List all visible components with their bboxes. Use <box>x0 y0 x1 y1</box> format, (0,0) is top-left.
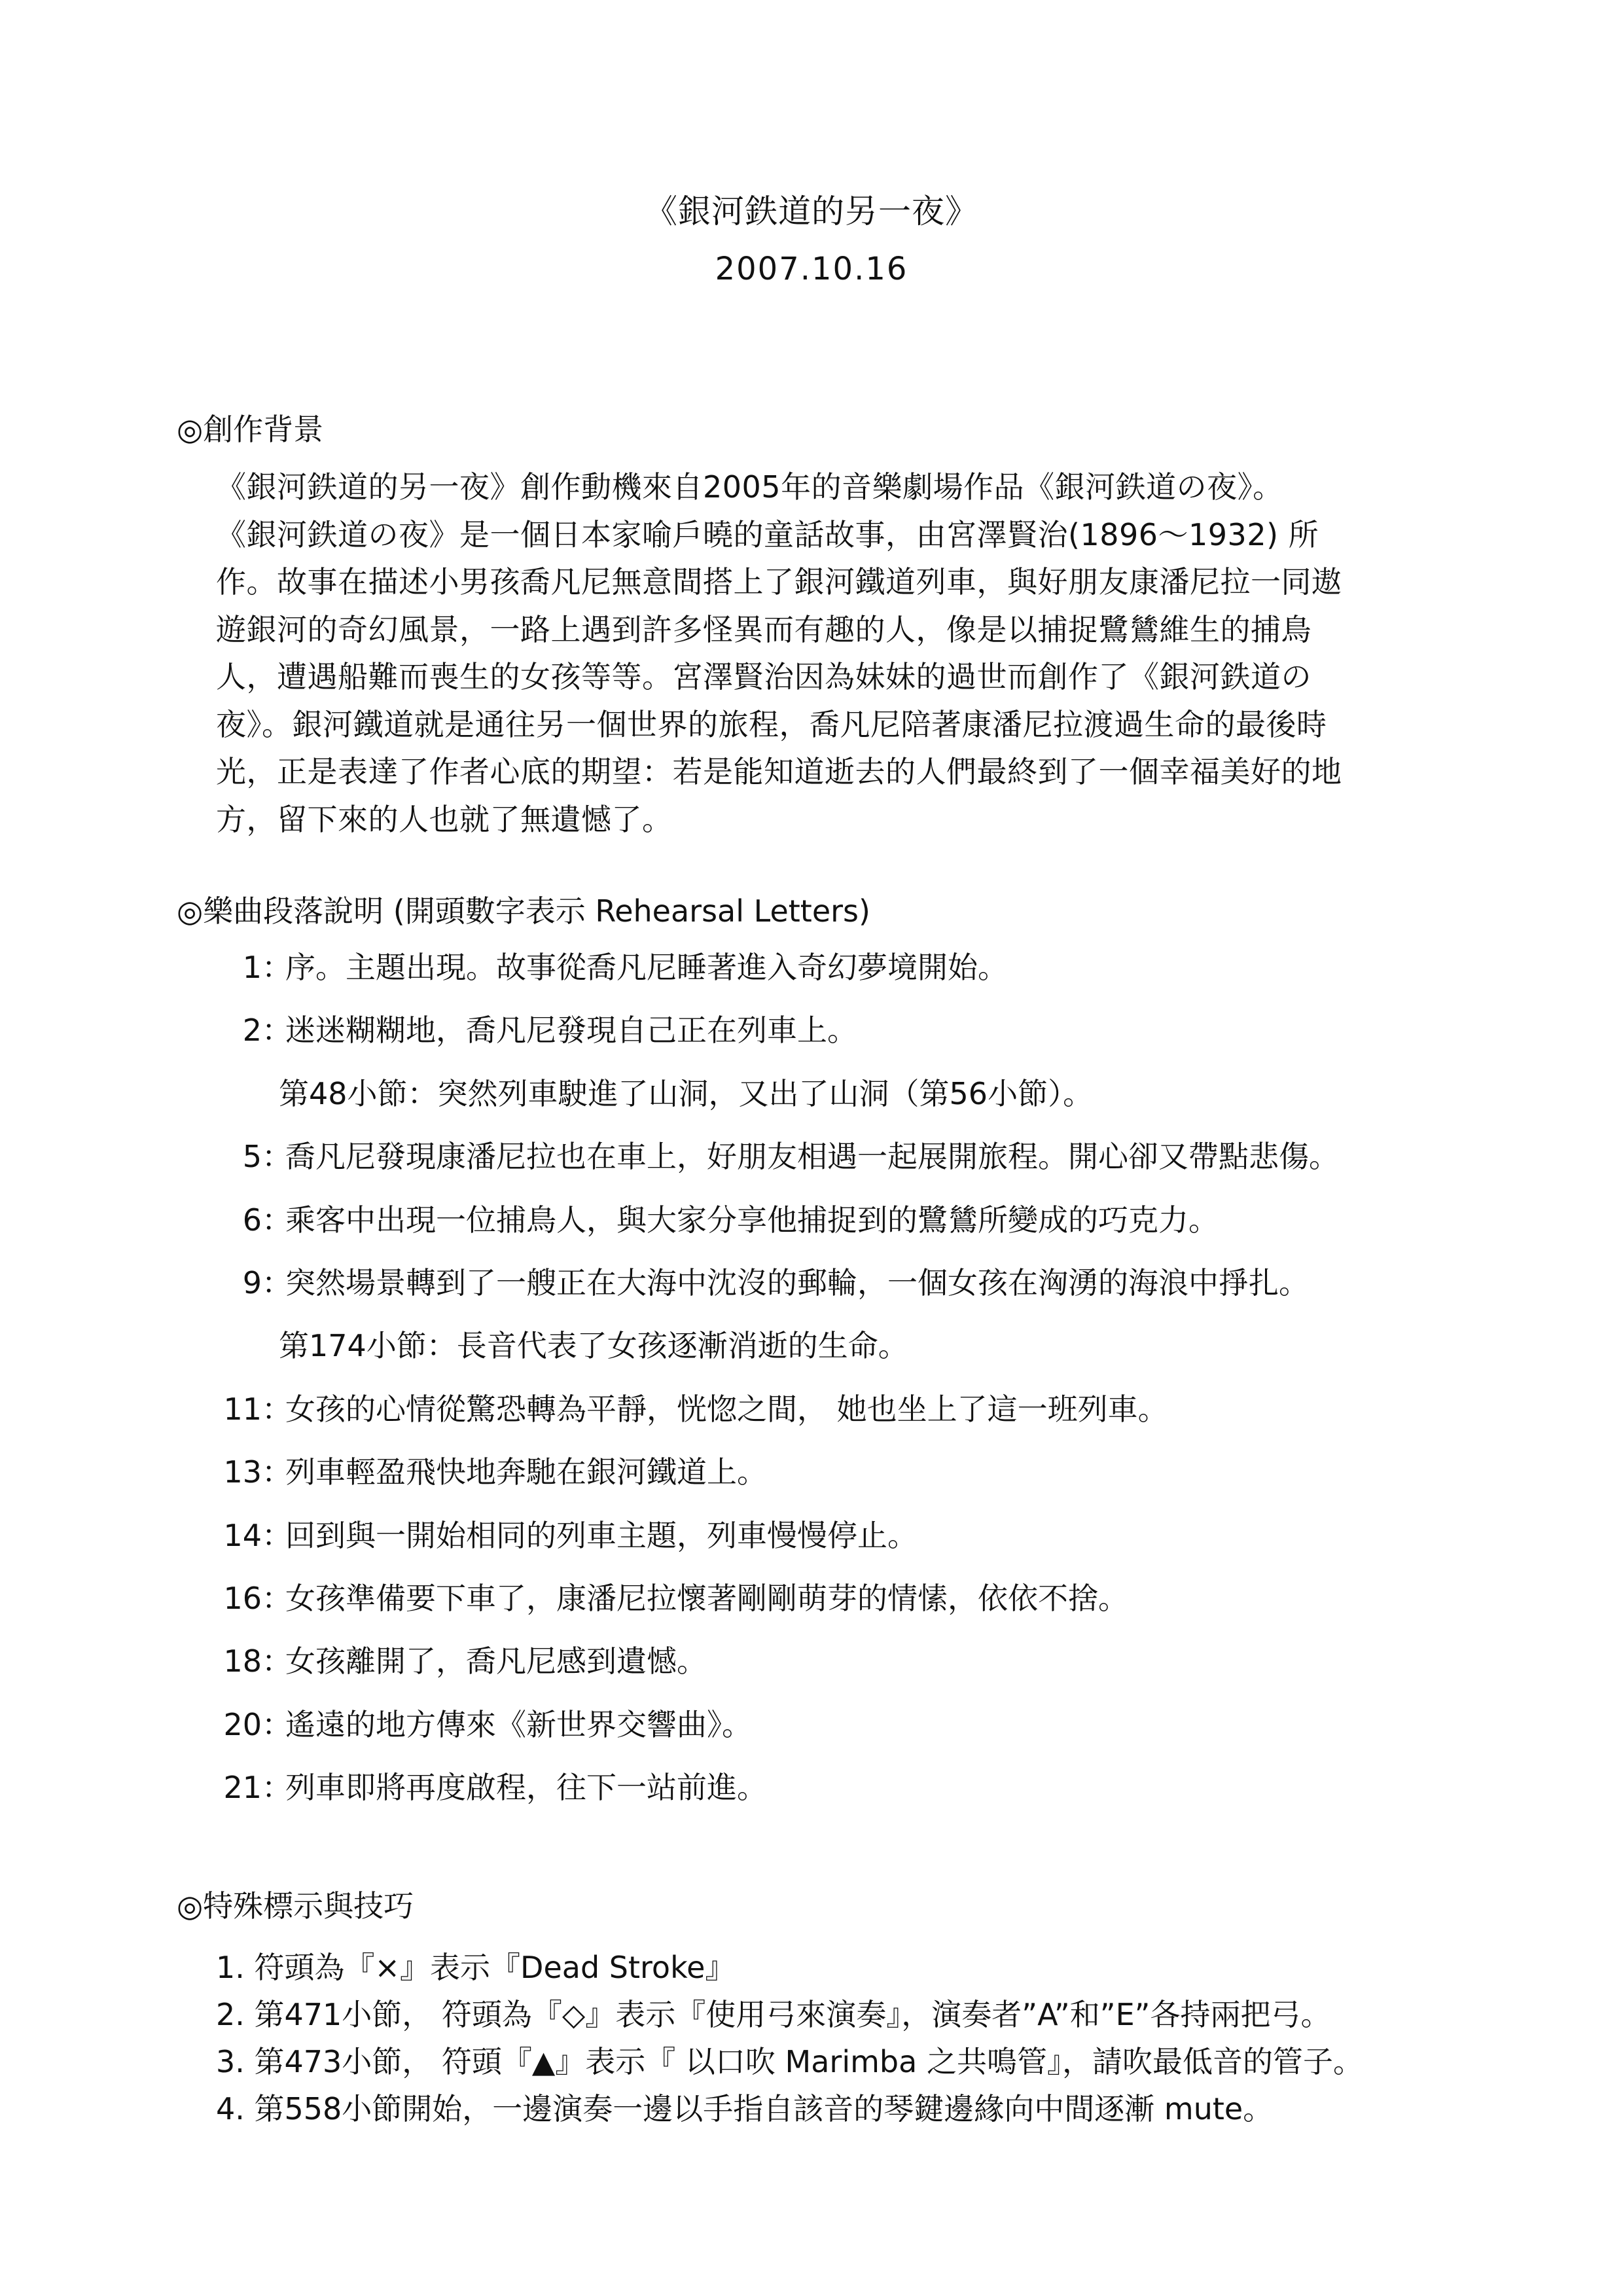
sections-list <box>0 948 1623 1831</box>
background-heading: ◎創作背景 <box>177 412 324 447</box>
technique-item: 2. 第471小節， 符頭為『◇』表示『使用弓來演奏』，演奏者”A”和”E”各持兩把弓。 <box>216 1997 1331 2032</box>
colon: ： <box>262 1706 292 1742</box>
rehearsal-number: 5 <box>242 1139 262 1175</box>
document-title: 《銀河鉄道的另一夜》 <box>645 192 978 230</box>
section-item <box>0 1452 1623 1515</box>
rehearsal-number: 16 <box>223 1580 262 1616</box>
section-description: 女孩離開了，喬凡尼感到遺憾。 <box>285 1643 707 1679</box>
section-item <box>0 1263 1623 1326</box>
section-subnote <box>0 1326 1623 1389</box>
section-description: 突然場景轉到了一艘正在大海中沈沒的郵輪，一個女孩在洶湧的海浪中掙扎。 <box>285 1265 1309 1300</box>
rehearsal-number: 20 <box>223 1706 262 1742</box>
paragraph-line: 遊銀河的奇幻風景，一路上遇到許多怪異而有趣的人，像是以捕捉鷺鷥維生的捕鳥 <box>216 611 1311 647</box>
rehearsal-number: 2 <box>242 1013 262 1049</box>
rehearsal-number: 18 <box>223 1643 262 1679</box>
paragraph-line: 人，遭遇船難而喪生的女孩等等。宮澤賢治因為妹妹的過世而創作了《銀河鉄道の <box>216 659 1311 694</box>
technique-item: 3. 第473小節， 符頭『▲』表示『 以口吹 Marimba 之共鳴管』，請吹最低音的管子。 <box>216 2044 1363 2079</box>
colon: ： <box>262 1580 292 1616</box>
section-item <box>0 1579 1623 1641</box>
section-item <box>0 1011 1623 1073</box>
colon: ： <box>262 1013 292 1049</box>
section-item <box>0 1516 1623 1579</box>
colon: ： <box>262 950 292 985</box>
colon: ： <box>262 1643 292 1679</box>
colon: ： <box>262 1139 292 1175</box>
rehearsal-number: 6 <box>242 1202 262 1238</box>
section-description: 迷迷糊糊地，喬凡尼發現自己正在列車上。 <box>285 1013 857 1049</box>
rehearsal-number: 1 <box>242 950 262 985</box>
section-description: 喬凡尼發現康潘尼拉也在車上，好朋友相遇一起展開旅程。開心卻又帶點悲傷。 <box>285 1139 1339 1175</box>
section-description: 回到與一開始相同的列車主題，列車慢慢停止。 <box>285 1517 918 1553</box>
section-item <box>0 948 1623 1011</box>
section-item <box>0 1137 1623 1200</box>
colon: ： <box>262 1454 292 1490</box>
colon: ： <box>262 1517 292 1553</box>
techniques-heading: ◎特殊標示與技巧 <box>177 1888 414 1924</box>
section-description: 序。主題出現。故事從喬凡尼睡著進入奇幻夢境開始。 <box>285 950 1008 985</box>
colon: ： <box>262 1770 292 1806</box>
paragraph-line: 方，留下來的人也就了無遺憾了。 <box>216 801 673 837</box>
section-description: 遙遠的地方傳來《新世界交響曲》。 <box>285 1706 752 1742</box>
section-description: 女孩的心情從驚恐轉為平靜，恍惚之間， 她也坐上了這一班列車。 <box>285 1391 1168 1427</box>
subnote-text: 第174小節：長音代表了女孩逐漸消逝的生命。 <box>279 1328 908 1364</box>
rehearsal-number: 9 <box>242 1265 262 1300</box>
paragraph-line: 夜》。銀河鐵道就是通往另一個世界的旅程，喬凡尼陪著康潘尼拉渡過生命的最後時 <box>216 706 1327 742</box>
section-item <box>0 1768 1623 1831</box>
paragraph-line: 《銀河鉄道的另一夜》創作動機來自2005年的音樂劇場作品《銀河鉄道の夜》。 <box>216 469 1283 505</box>
technique-item: 4. 第558小節開始，一邊演奏一邊以手指自該音的琴鍵邊緣向中間逐漸 mute。 <box>216 2091 1274 2126</box>
colon: ： <box>262 1202 292 1238</box>
section-description: 列車輕盈飛快地奔馳在銀河鐵道上。 <box>285 1454 767 1490</box>
section-description: 列車即將再度啟程，往下一站前進。 <box>285 1770 767 1806</box>
rehearsal-number: 14 <box>223 1517 262 1553</box>
paragraph-line: 《銀河鉄道の夜》是一個日本家喻戶曉的童話故事，由宮澤賢治(1896〜1932) 所 <box>216 516 1319 552</box>
technique-item: 1. 符頭為『×』表示『Dead Stroke』 <box>216 1950 736 1985</box>
sections-heading: ◎樂曲段落說明 (開頭數字表示 Rehearsal Letters) <box>177 893 870 929</box>
section-subnote <box>0 1074 1623 1137</box>
section-item <box>0 1200 1623 1263</box>
techniques-list <box>216 1944 1363 2132</box>
rehearsal-number: 13 <box>223 1454 262 1490</box>
rehearsal-number: 21 <box>223 1770 262 1806</box>
rehearsal-number: 11 <box>223 1391 262 1427</box>
document-date: 2007.10.16 <box>715 251 908 287</box>
colon: ： <box>262 1391 292 1427</box>
colon: ： <box>262 1265 292 1300</box>
section-description: 乘客中出現一位捕鳥人，與大家分享他捕捉到的鷺鷥所變成的巧克力。 <box>285 1202 1219 1238</box>
paragraph-line: 光，正是表達了作者心底的期望：若是能知道逝去的人們最終到了一個幸福美好的地 <box>216 754 1342 789</box>
section-item <box>0 1390 1623 1452</box>
subnote-text: 第48小節：突然列車駛進了山洞，又出了山洞（第56小節）。 <box>279 1075 1094 1111</box>
section-item <box>0 1641 1623 1704</box>
section-item <box>0 1705 1623 1768</box>
paragraph-line: 作。故事在描述小男孩喬凡尼無意間搭上了銀河鐵道列車，與好朋友康潘尼拉一同遨 <box>216 564 1342 600</box>
section-description: 女孩準備要下車了，康潘尼拉懷著剛剛萌芽的情愫，依依不捨。 <box>285 1580 1128 1616</box>
background-paragraph <box>216 463 1433 843</box>
